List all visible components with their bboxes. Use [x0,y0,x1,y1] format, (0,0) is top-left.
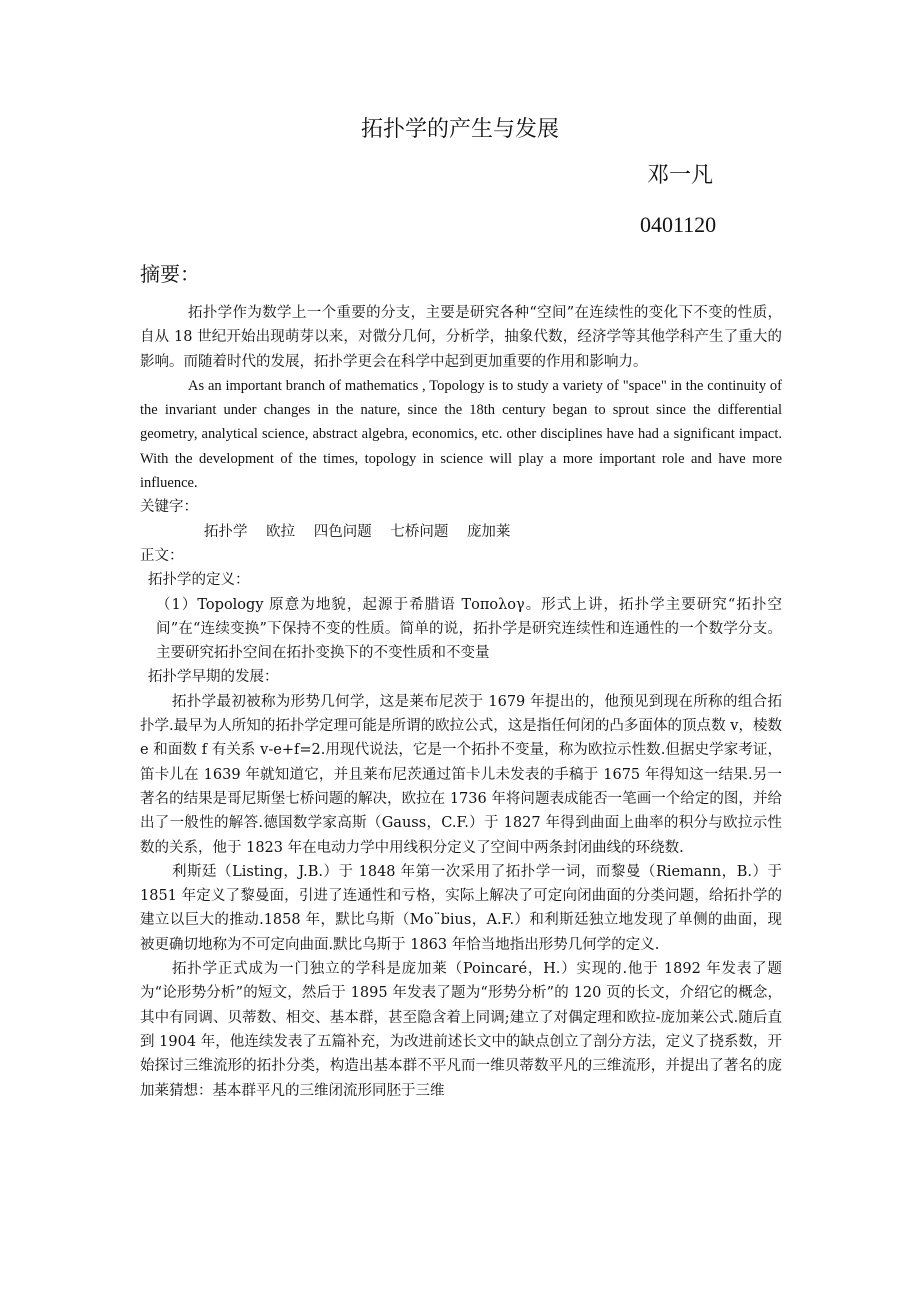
keyword: 拓扑学 [204,523,248,540]
section-paragraph: （1）Topology 原意为地貌，起源于希腊语 Τοπολογ。形式上讲，拓扑学主要研究“拓扑空间”在“连续变换”下保持不变的性质。简单的说，拓扑学是研究连续性和连通性的一个数学分支。主要研究拓扑空间在拓扑变换下的不变性质和不变量 [156,596,782,662]
section-heading: 拓扑学早期的发展： [148,669,279,686]
keywords-list [140,520,782,544]
keyword: 庞加莱 [466,523,511,540]
student-id: 0401120 [640,212,717,237]
section-paragraph: 拓扑学最初被称为形势几何学，这是莱布尼茨于 1679 年提出的，他预见到现在所称的组合拓扑学.最早为人所知的拓扑学定理可能是所谓的欧拉公式，这是指任何闭的凸多面体的顶点数 v，棱数 e 和面数 f 有关系 v-e+f=2.用现代说法，它是一个拓扑不变量，称为欧拉示性数.但据史学家考证，笛卡儿在 1639 年就知道它，并且莱布尼茨通过笛卡儿未发表的手稿于 1675 年得知这一结果.另一著名的结果是哥尼斯堡七桥问题的解决，欧拉在 1736 年将问题表成能否一笔画一个给定的图，并给出了一般性的解答.德国数学家高斯（Gauss，C.F.）于 1827 年得到曲面上曲率的积分与欧拉示性数的关系，他于 1823 年在电动力学中用线积分定义了空间中两条封闭曲线的环绕数. [140,693,782,856]
keywords-label: 关键字： [140,499,198,516]
keyword: 欧拉 [266,523,296,540]
document-body [140,301,782,1103]
section-paragraph: 利斯廷（Listing，J.B.）于 1848 年第一次采用了拓扑学一词，而黎曼（Riemann，B.）于 1851 年定义了黎曼面，引进了连通性和亏格，实际上解决了可定向闭曲面的分类问题，给拓扑学的建立以巨大的推动.1858 年，默比乌斯（Mo¨bius，A.F.）和利斯廷独立地发现了单侧的曲面，现被更确切地称为不可定向曲面.默比乌斯于 1863 年恰当地指出形势几何学的定义. [140,863,782,953]
keyword: 四色问题 [313,523,372,540]
author-name: 邓一凡 [647,163,714,188]
keyword: 七桥问题 [390,523,449,540]
section-paragraph: 拓扑学正式成为一门独立的学科是庞加莱（Poincaré，H.）实现的.他于 1892 年发表了题为“论形势分析”的短文，然后于 1895 年发表了题为“形势分析”的 120 页的长文，介绍它的概念，其中有同调、贝蒂数、相交、基本群，甚至隐含着上同调;建立了对偶定理和欧拉-庞加莱公式.随后直到 1904 年，他连续发表了五篇补充，为改进前述长文中的缺点创立了剖分方法，定义了挠系数，开始探讨三维流形的拓扑分类，构造出基本群不平凡而一维贝蒂数平凡的三维流形，并提出了著名的庞加莱猜想：基本群平凡的三维闭流形同胚于三维 [140,961,782,1099]
abstract-heading: 摘要： [140,262,200,286]
document-title: 拓扑学的产生与发展 [360,117,559,142]
abstract-zh: 拓扑学作为数学上一个重要的分支，主要是研究各种“空间”在连续性的变化下不变的性质，自从 18 世纪开始出现萌芽以来，对微分几何，分析学，抽象代数，经济学等其他学科产生了重大的影响。而随着时代的发展，拓扑学更会在科学中起到更加重要的作用和影响力。 [140,305,782,370]
section-heading: 拓扑学的定义： [148,572,250,589]
body-label: 正文： [140,547,184,564]
abstract-en: As an important branch of mathematics , Topology is to study a variety of "space" in the continuity of the invariant under changes in the nature, since the 18th century began to sprout since the differential geometry, analytical science, abstract algebra, economics, etc. other disciplines have had a significant impact. With the development of the times, topology in science will play a more important role and have more influence. [140,377,782,492]
